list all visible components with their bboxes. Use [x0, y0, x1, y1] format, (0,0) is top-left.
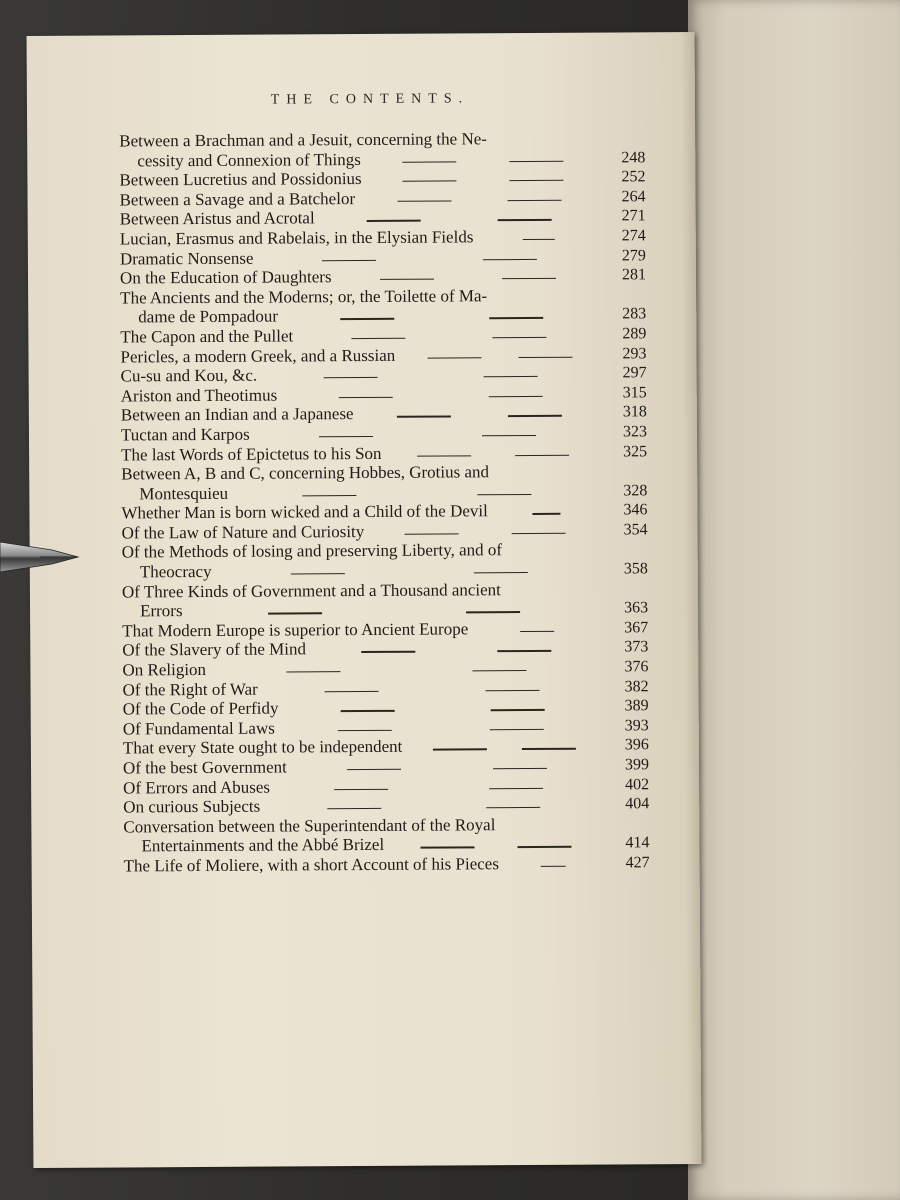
- contents-entry: [121, 579, 649, 621]
- leader-dash: [286, 671, 340, 673]
- leader-dash: [319, 436, 373, 438]
- entry-title: Of the Methods of losing and preserving Liberty, and of: [121, 540, 503, 562]
- entry-title: Lucian, Erasmus and Rabelais, in the Elysian Fields: [119, 227, 474, 249]
- leader-dash: [472, 670, 526, 672]
- page-number: 393: [624, 717, 649, 735]
- leader-dash: [489, 396, 543, 398]
- contents-entry: [121, 461, 648, 504]
- leader-dash: [402, 161, 456, 163]
- entry-title: Tuctan and Karpos: [120, 424, 250, 445]
- entry-title: Of the Law of Nature and Curiosity: [121, 521, 365, 543]
- leader-dash: [493, 337, 547, 339]
- leader-dash: [380, 279, 434, 281]
- page-number: 363: [624, 599, 649, 617]
- leader-dash: [417, 455, 471, 457]
- leader-dash: [325, 691, 379, 693]
- leader-dash: [340, 318, 394, 320]
- leader-dash: [482, 259, 536, 261]
- leader-dash: [339, 397, 393, 399]
- page-number: 427: [625, 854, 650, 872]
- entry-title: Ariston and Theotimus: [120, 385, 278, 406]
- leader-dash: [490, 729, 544, 731]
- entry-line: [123, 853, 650, 876]
- entry-title: Between Aristus and Acrotal: [119, 208, 315, 229]
- leader-dash: [351, 338, 405, 340]
- page-number: 279: [621, 246, 646, 264]
- page-number: 402: [625, 775, 650, 794]
- leader-dash: [515, 454, 569, 456]
- page-number: 264: [621, 188, 646, 206]
- page-number: 315: [622, 383, 647, 402]
- leader-dash: [290, 573, 344, 575]
- entry-title: Whether Man is born wicked and a Child of the Devil: [121, 501, 488, 523]
- contents-entry: [120, 285, 647, 327]
- leader-dash: [482, 435, 536, 437]
- page-number: 328: [623, 481, 648, 500]
- leader-dash: [321, 259, 375, 261]
- page-number: 297: [622, 364, 647, 382]
- leader-dash: [489, 317, 543, 319]
- leader-dash: [489, 788, 543, 790]
- leader-dash: [502, 278, 556, 280]
- entry-title: Between Lucretius and Possidonius: [119, 169, 362, 190]
- entry-title: Cu-su and Kou, &c.: [120, 365, 258, 386]
- leader-dash: [540, 866, 565, 867]
- leader-dash: [466, 611, 520, 613]
- page-number: 274: [621, 227, 646, 245]
- page-number: 271: [621, 207, 646, 225]
- entry-title: Of the best Government: [122, 757, 287, 778]
- entry-title: dame de Pompadour: [138, 306, 279, 327]
- page-number: 382: [624, 677, 649, 696]
- leader-dash: [398, 200, 452, 202]
- leader-dash: [508, 415, 562, 417]
- entry-title: Montesquieu: [139, 483, 229, 504]
- leader-dash: [324, 377, 378, 379]
- leader-dash: [420, 847, 474, 849]
- entry-title: cessity and Connexion of Things: [137, 149, 361, 170]
- leader-dash: [520, 631, 554, 633]
- entry-title: Conversation between the Superintendant of the Royal: [123, 814, 496, 837]
- entry-title: Of the Slavery of the Mind: [122, 639, 307, 660]
- leader-dash: [338, 730, 392, 732]
- page-number: 281: [621, 266, 647, 284]
- leader-dash: [497, 219, 551, 221]
- leader-dash: [491, 709, 545, 711]
- entry-title: That Modern Europe is superior to Ancient Europe: [122, 619, 469, 641]
- leader-dash: [518, 356, 572, 358]
- leader-dash: [497, 650, 551, 652]
- page-number: 252: [621, 168, 646, 186]
- leader-dash: [367, 220, 421, 222]
- page-title: THE CONTENTS.: [270, 91, 470, 108]
- leader-dash: [347, 769, 401, 771]
- leader-dash: [477, 494, 531, 496]
- entry-title: The Ancients and the Moderns; or, the Toilette of Ma-: [120, 285, 488, 308]
- entry-title: On Religion: [122, 659, 207, 680]
- leader-dash: [361, 651, 415, 653]
- leader-dash: [522, 748, 576, 750]
- leader-dash: [518, 846, 572, 848]
- entry-title: Of Errors and Abuses: [123, 777, 271, 798]
- leader-dash: [532, 513, 560, 514]
- leader-dash: [428, 357, 482, 359]
- leader-dash: [511, 533, 565, 535]
- page-number: 404: [625, 795, 650, 813]
- leader-dash: [509, 160, 563, 162]
- page-number: 373: [624, 638, 649, 656]
- entry-title: Of Fundamental Laws: [122, 718, 275, 739]
- page-number: 399: [624, 756, 650, 774]
- leader-dash: [402, 181, 456, 183]
- entry-title: Theocracy: [139, 561, 212, 582]
- leader-dash: [485, 690, 539, 692]
- contents-entry: [123, 814, 650, 856]
- entry-title: Of Three Kinds of Government and a Thousand ancient: [121, 579, 501, 602]
- leader-dash: [493, 768, 547, 770]
- entry-title: The Capon and the Pullet: [120, 326, 294, 347]
- page-number: 346: [623, 501, 648, 519]
- page-number: 396: [624, 736, 649, 754]
- entry-title: Entertainments and the Abbé Brizel: [141, 835, 385, 856]
- entry-title: Between a Brachman and a Jesuit, concerning the Ne-: [119, 129, 487, 151]
- entry-title: Of the Code of Perfidy: [122, 698, 279, 719]
- page-number: 358: [623, 560, 648, 578]
- leader-dash: [341, 710, 395, 712]
- leader-dash: [487, 807, 541, 809]
- leader-dash: [523, 239, 555, 240]
- page-number: 323: [622, 423, 648, 441]
- leader-dash: [303, 495, 357, 497]
- contents-entry: [123, 853, 650, 876]
- pen-tip-icon: [0, 536, 80, 578]
- page-number: 414: [625, 834, 650, 852]
- entry-title: That every State ought to be independent: [122, 737, 403, 758]
- entry-title: Between an Indian and a Japanese: [120, 404, 354, 425]
- leader-dash: [268, 613, 322, 615]
- page-number: 293: [622, 344, 647, 362]
- entry-title: The last Words of Epictetus to his Son: [121, 443, 382, 464]
- leader-dash: [397, 416, 451, 418]
- page-number: 248: [621, 148, 646, 167]
- leader-dash: [405, 533, 459, 535]
- facing-page: [688, 0, 900, 1200]
- leader-dash: [509, 180, 563, 182]
- contents-entry: [119, 128, 646, 170]
- leader-dash: [433, 749, 487, 751]
- leader-dash: [473, 572, 527, 574]
- leader-dash: [508, 200, 562, 202]
- leader-dash: [334, 788, 388, 790]
- leader-dash: [327, 808, 381, 810]
- entry-title: On the Education of Daughters: [119, 267, 332, 288]
- page-number: 367: [624, 619, 649, 637]
- page-number: 389: [624, 697, 649, 715]
- contents-list: [119, 128, 650, 876]
- page-number: 325: [623, 442, 648, 460]
- page-number: 283: [622, 305, 647, 323]
- contents-entry: [121, 540, 648, 582]
- entry-title: Of the Right of War: [122, 679, 258, 700]
- page-number: 289: [622, 325, 647, 343]
- entry-title: The Life of Moliere, with a short Account of his Pieces: [123, 854, 499, 876]
- entry-title: Dramatic Nonsense: [119, 248, 254, 269]
- page-number: 354: [623, 521, 648, 539]
- page-number: 376: [624, 658, 649, 676]
- entry-title: Between A, B and C, concerning Hobbes, Grotius and: [121, 462, 490, 484]
- entry-title: Errors: [140, 601, 183, 621]
- leader-dash: [484, 376, 538, 378]
- entry-title: Between a Savage and a Batchelor: [119, 188, 356, 210]
- entry-title: On curious Subjects: [123, 796, 261, 817]
- page-number: 318: [622, 403, 647, 421]
- entry-title: Pericles, a modern Greek, and a Russian: [120, 345, 396, 367]
- book-page: [27, 32, 702, 1168]
